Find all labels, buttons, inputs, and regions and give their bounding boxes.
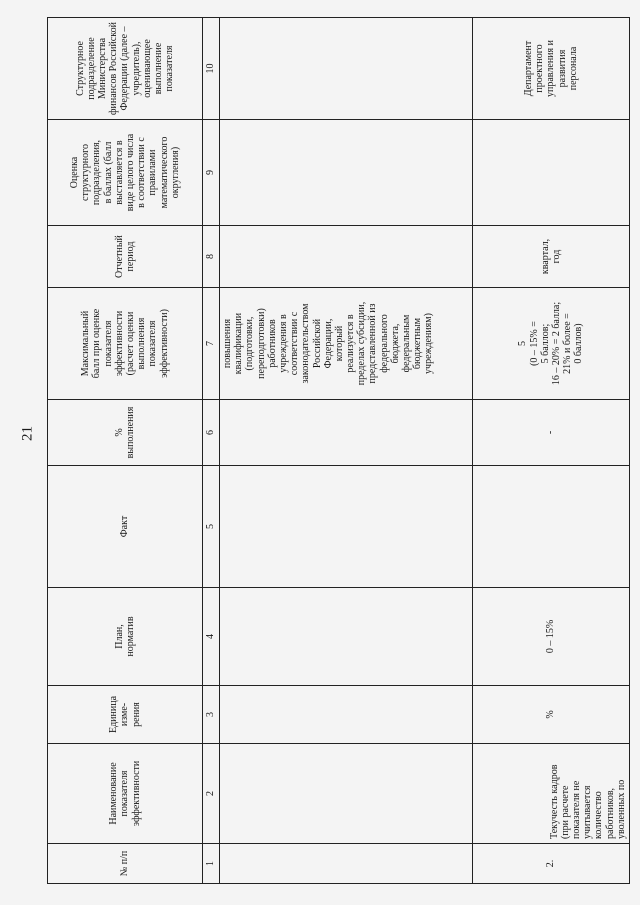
header-cell-percent: % выполнения: [48, 400, 203, 466]
table-cell: [220, 120, 473, 226]
table-cell-plan: 0 – 15%: [473, 588, 630, 686]
column-number: 1: [203, 844, 220, 884]
table-cell: [220, 18, 473, 120]
column-number: 10: [203, 18, 220, 120]
table-cell-max-score-continuation: повышения квалификации (подготовки, переподготовки) работников учреждения в соответствии с законодательством Российской Федерации, который реализуется в пределах субсидии, представленной из федерального бюджета, федеральным бюджетным учреждениям): [220, 288, 473, 400]
table-cell: [220, 844, 473, 884]
table-cell: [220, 588, 473, 686]
table-cell: [220, 226, 473, 288]
header-cell-period: Отчетный период: [48, 226, 203, 288]
table-cell-fact: [473, 466, 630, 588]
column-number: 4: [203, 588, 220, 686]
table-cell: [220, 466, 473, 588]
header-cell-score: Оценка структурного подразделения, в баллах (балл выставляется в виде целого числа в соответствии с правилами математического округления): [48, 120, 203, 226]
column-number: 9: [203, 120, 220, 226]
column-number: 5: [203, 466, 220, 588]
table-cell: [220, 686, 473, 744]
rotated-table-container: [47, 18, 629, 884]
page-number: 21: [19, 426, 36, 441]
column-numbers-row: [203, 18, 220, 884]
table-header-row: [48, 18, 203, 884]
table-cell-period: квартал, год: [473, 226, 630, 288]
table-cell-percent: -: [473, 400, 630, 466]
column-number: 2: [203, 744, 220, 844]
column-number: 8: [203, 226, 220, 288]
column-number: 3: [203, 686, 220, 744]
header-cell-unit: Единица изме- рения: [48, 686, 203, 744]
table-cell-max-score: 5 (0 – 15% = 5 баллов; 16 – 20% = 2 балла; 21% и более = 0 баллов): [473, 288, 630, 400]
table-row: [220, 18, 473, 884]
table-row: [473, 18, 630, 884]
indicators-table: [47, 17, 630, 884]
header-cell-plan: План, норматив: [48, 588, 203, 686]
table-cell-row-number: 2.: [473, 844, 630, 884]
table-cell-indicator-name: Текучесть кадров (при расчете показателя не учитывается количество работников, уволенных по: [473, 744, 630, 844]
header-cell-indicator-name: Наименование показателя эффективности: [48, 744, 203, 844]
table-cell: [220, 744, 473, 844]
table-cell-department: Департамент проектного управления и развития персонала: [473, 18, 630, 120]
header-cell-max-score: Максимальный балл при оценке показателя эффективности (расчет оценки выполнения показателя эффективности): [48, 288, 203, 400]
table-cell-score: [473, 120, 630, 226]
column-number: 6: [203, 400, 220, 466]
header-cell-fact: Факт: [48, 466, 203, 588]
table-cell: [220, 400, 473, 466]
column-number: 7: [203, 288, 220, 400]
table-cell-unit: %: [473, 686, 630, 744]
header-cell-number: № п/п: [48, 844, 203, 884]
header-cell-department: Структурное подразделение Министерства финансов Российской Федерации (далее – учредитель), оценивающее выполнение показателя: [48, 18, 203, 120]
